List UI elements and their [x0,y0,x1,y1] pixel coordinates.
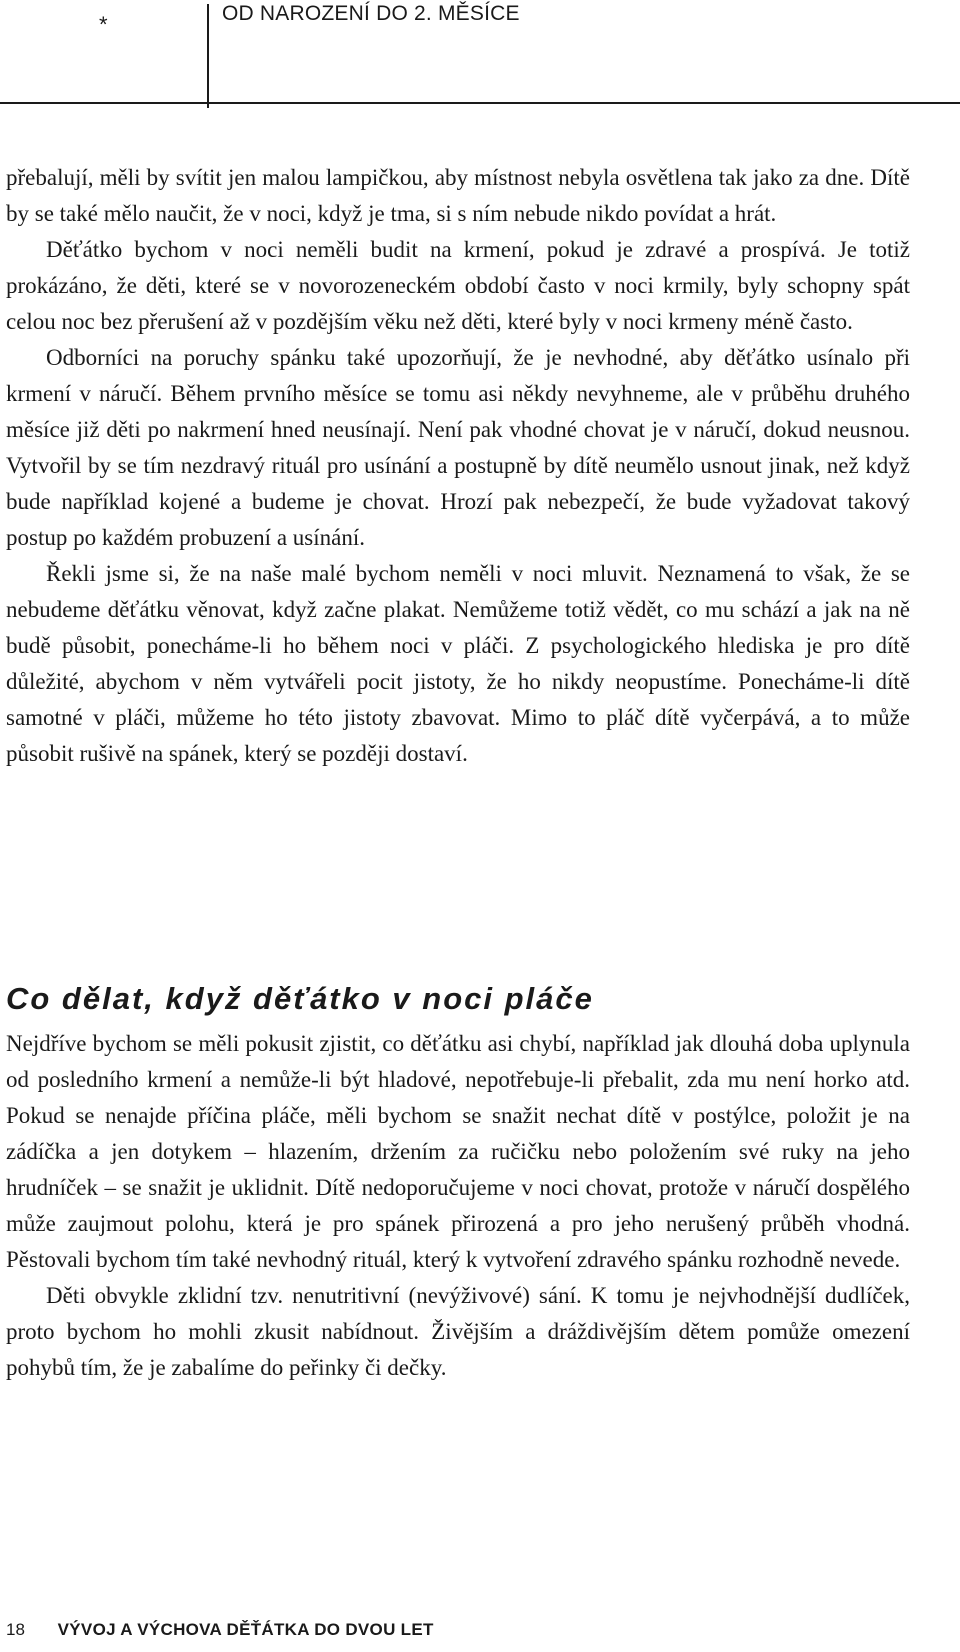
header-horizontal-rule [0,102,960,104]
header-vertical-rule [207,4,209,108]
page-header [0,0,960,108]
paragraph: Děti obvykle zklidní tzv. nenutritivní (nevýživové) sání. K tomu je nejvhodnější dudlíček, proto bychom ho mohli zkusit nabídnout. Živějším a dráždivějším dětem pomůže omezení pohybů tím, že je zabalíme do peřinky či dečky. [6,1283,910,1380]
paragraph: Nejdříve bychom se měli pokusit zjistit, co děťátku asi chybí, například jak dlouhá doba uplynula od posledního krmení a nemůže-li být hladové, nepotřebuje-li přebalit, zda mu není horko atd. Pokud se nenajde příčina pláče, měli bychom se snažit nechat dítě v postýlce, položit je na zádíčka a jen dotykem – hlazením, držením za ručičku nebo položením své ruky na jeho hrudníček – se snažit je uklidnit. Dítě nedoporučujeme v noci chovat, protože v náručí dospělého může zaujmout polohu, která je pro spánek přirozená a pro jeho nerušený průběh vhodná. Pěstovali bychom tím také nevhodný rituál, který k vytvoření zdravého spánku rozhodně nevede. [6,1031,910,1272]
paragraph: Odborníci na poruchy spánku také upozorňují, že je nevhodné, aby děťátko usínalo při krmení v náručí. Během prvního měsíce se tomu asi někdy nevyhneme, ale v průběhu druhého měsíce již děti po nakrmení hned neusínají. Není pak vhodné chovat je v náručí, dokud neusnou. Vytvořil by se tím nezdravý rituál pro usínání a postupně by dítě neumělo usnout jinak, než když bude například kojené a budeme je chovat. Hrozí pak nebezpečí, že bude vyžadovat takový postup po každém probuzení a usínání. [6,345,910,550]
body-text [6,160,910,772]
page-number: 18 [6,1620,25,1639]
paragraph: Řekli jsme si, že na naše malé bychom neměli v noci mluvit. Neznamená to však, že se nebudeme děťátku věnovat, když začne plakat. Nemůžeme totiž vědět, co mu schází a jak na ně budě působit, ponecháme-li ho během noci v pláči. Z psychologického hlediska je pro dítě důležité, abychom v něm vytvářeli pocit jistoty, že ho nikdy neopustíme. Ponecháme-li dítě samotné v pláči, můžeme ho této jistoty zbavovat. Mimo to pláč dítě vyčerpává, a to může působit rušivě na spánek, který se později dostaví. [6,561,910,766]
chapter-title: OD NAROZENÍ DO 2. MĚSÍCE [222,2,520,25]
section-text [6,1026,910,1386]
paragraph: přebalují, měli by svítit jen malou lampičkou, aby místnost nebyla osvětlena tak jako za dne. Dítě by se také mělo naučit, že v noci, když je tma, si s ním nebude nikdo povídat a hrát. [6,165,910,226]
header-marker: * [99,12,108,37]
section-heading: Co dělat, když děťátko v noci pláče [6,981,594,1016]
book-title: VÝVOJ A VÝCHOVA DĚŤÁTKA DO DVOU LET [57,1620,434,1639]
page-footer [6,1620,434,1640]
paragraph: Děťátko bychom v noci neměli budit na krmení, pokud je zdravé a prospívá. Je totiž prokázáno, že děti, které se v novorozeneckém období často v noci krmily, byly schopny spát celou noc bez přerušení až v pozdějším věku než děti, které byly v noci krmeny méně často. [6,237,910,334]
